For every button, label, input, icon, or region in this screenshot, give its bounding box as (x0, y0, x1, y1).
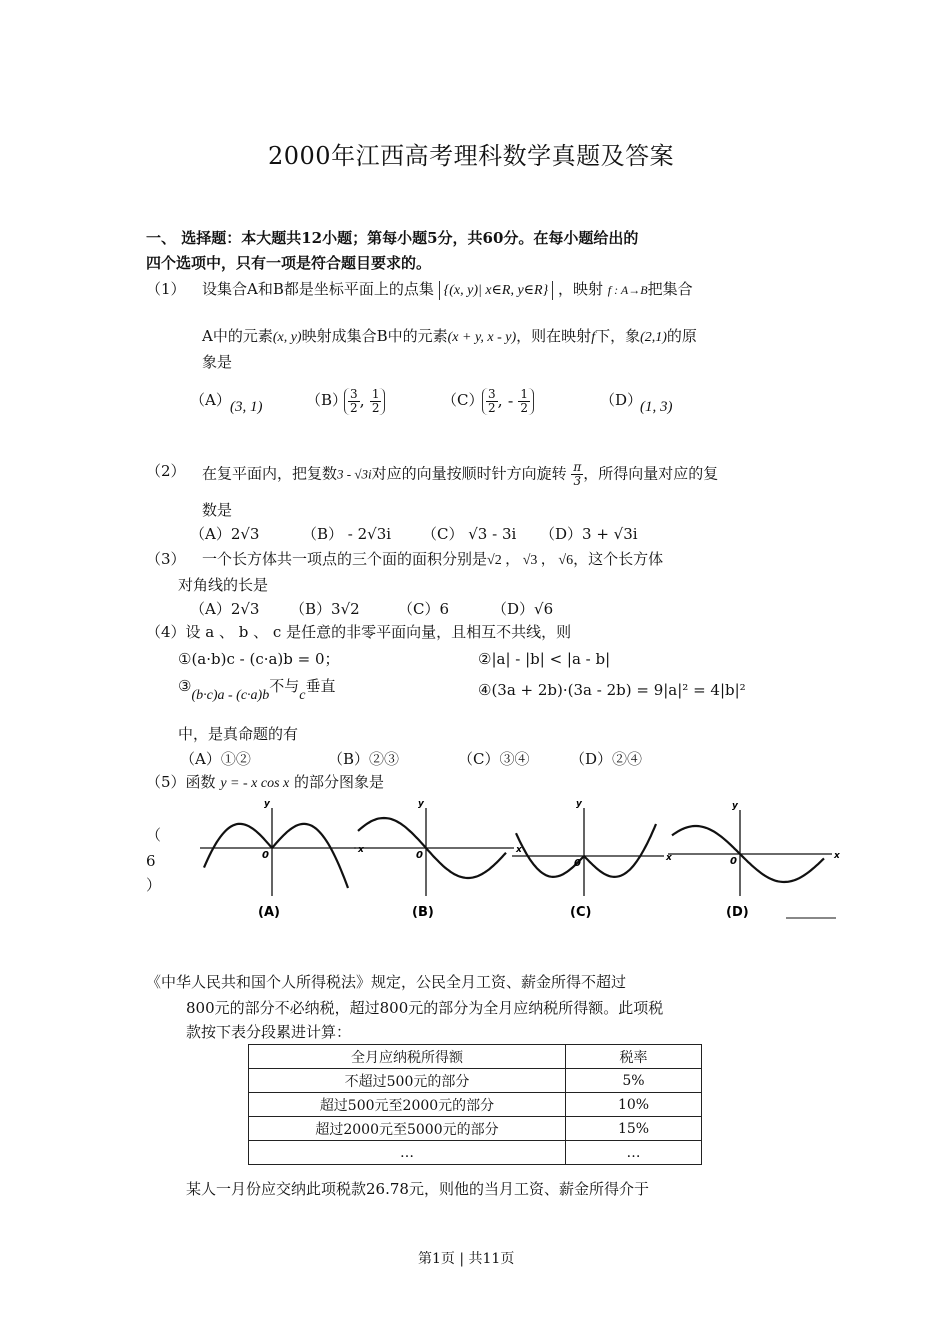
table-cell: 超过500元至2000元的部分 (249, 1093, 566, 1117)
q2-text-c: ，所得向量对应的复 (583, 464, 719, 483)
q2-text-b: 对应的向量按顺时针方向旋转 (371, 464, 567, 483)
q4-statement-1: ①(a·b)c - (c·a)b = 0； (178, 650, 340, 668)
x-axis-label: x (516, 845, 522, 855)
q5-stem (146, 772, 384, 794)
q1-option-d: (1, 3) (640, 399, 673, 415)
q2-number: （2） (146, 462, 186, 480)
q6-number: 6 (146, 852, 156, 870)
y-axis-label: y (576, 799, 582, 809)
q3-option-c: （C）6 (398, 600, 450, 618)
q5-stem-a: （5）函数 (146, 773, 216, 791)
q4-s3-perp: 垂直 (305, 677, 336, 695)
q1-option-a-label: （A） (190, 391, 231, 409)
q2-option-d: （D）3 + √3i (540, 525, 638, 543)
graph-label: (D) (726, 905, 749, 920)
q6-line3: 款按下表分段累进计算： (186, 1023, 352, 1041)
page-footer: 第1页 | 共11页 (418, 1251, 515, 1267)
q1-text-c: 把集合 (647, 280, 693, 298)
q3-number: （3） (146, 550, 186, 568)
table-row (249, 1093, 702, 1117)
q6-number-close: ） (146, 876, 162, 894)
q1-image-point: (2,1) (640, 330, 667, 345)
table-header-row (249, 1045, 702, 1069)
q1-map: f : A→B (607, 283, 648, 297)
table-cell: 不超过500元的部分 (249, 1069, 566, 1093)
origin-label: 0 (262, 850, 269, 861)
q1-line2-d: 下，象 (595, 327, 641, 345)
q5-stem-b: 的部分图象是 (294, 773, 385, 791)
q1-line2-c: ，则在映射 (516, 327, 592, 345)
q1-line1 (202, 279, 693, 301)
x-axis-label: x (358, 845, 364, 855)
graph-label: (A) (258, 905, 280, 920)
table-cell: … (249, 1141, 566, 1165)
y-axis-label: y (732, 801, 738, 811)
q1-line2 (202, 326, 697, 348)
q4-statement-2: ②|a| - |b| < |a - b| (478, 650, 611, 668)
table-row (249, 1117, 702, 1141)
q6-number-open: （ (146, 826, 162, 844)
q4-s3-mark: ③ (178, 677, 192, 695)
q4-s3-c: c (299, 688, 306, 703)
q1-point-set: {(x, y)| x∈R, y∈R} (439, 281, 554, 300)
q3-option-a: （A）2√3 (190, 600, 260, 618)
table-cell: 15% (566, 1117, 702, 1141)
q3-option-d: （D）√6 (492, 600, 554, 618)
q1-number: （1） (146, 280, 186, 298)
q2-option-c: （C） √3 - 3i (422, 525, 517, 543)
q4-statement-4: ④(3a + 2b)·(3a - 2b) = 9|a|² = 4|b|² (478, 681, 746, 699)
table-cell: … (566, 1141, 702, 1165)
q1-b-den1: 2 (350, 401, 358, 415)
q1-text-b: ，映射 (557, 280, 603, 298)
x-axis-label: x (834, 851, 840, 861)
q1-f: f (591, 330, 596, 345)
q1-c-num2: 1 (520, 387, 528, 401)
q6-line4: 某人一月份应交纳此项税款26.78元，则他的当月工资、薪金所得介于 (186, 1180, 649, 1198)
q4-statement-3 (178, 676, 336, 703)
x-axis-label: x (666, 853, 672, 863)
q3-text-a: 一个长方体共一项点的三个面的面积分别是 (202, 550, 488, 568)
q2-text-a: 在复平面内，把复数 (202, 464, 338, 483)
graph-label: (B) (412, 905, 434, 920)
q1-line3: 象是 (202, 353, 233, 371)
origin-label: 0 (416, 850, 423, 861)
q1-option-c: $\frac{3}{2}$ , - $\frac{1}{2}$ (482, 388, 534, 415)
table-row (249, 1141, 702, 1165)
origin-label: 0 (730, 856, 737, 867)
y-axis-label: y (264, 799, 270, 809)
function-curve (204, 824, 348, 888)
table-header-rate: 税率 (566, 1045, 702, 1069)
q1-b-num1: 3 (350, 387, 358, 401)
table-cell: 10% (566, 1093, 702, 1117)
q4-tail: 中，是真命题的有 (178, 725, 299, 743)
q1-line2-b: 映射成集合B中的元素 (301, 327, 448, 345)
q3-option-b: （B）3√2 (290, 600, 360, 618)
tax-rate-table (248, 1044, 702, 1165)
q3-areas: √2 ， √3 ， √6 (487, 553, 574, 568)
q1-b-num2: 1 (371, 387, 380, 401)
q4-s3-expr: (b·c)a - (c·a)b (191, 688, 270, 703)
q6-line2: 800元的部分不必纳税，超过800元的部分为全月应纳税所得额。此项税 (186, 999, 664, 1017)
q5-graphs (196, 796, 842, 926)
q1-text-a: 设集合A和B都是坐标平面上的点集 (202, 280, 434, 298)
q2-z: 3 - √3i (337, 466, 372, 482)
q4-s3-not: 不与 (269, 677, 300, 695)
q3-line1 (202, 549, 663, 571)
q4-option-c: （C）③④ (458, 750, 530, 768)
q1-c-den2: 2 (520, 401, 528, 415)
q1-elem2: (x + y, x - y) (447, 330, 517, 345)
q1-c-den1: 2 (488, 401, 496, 415)
y-axis-label: y (418, 799, 424, 809)
q1-option-a: (3, 1) (230, 399, 263, 415)
q3-line2: 对角线的长是 (178, 576, 269, 594)
q6-line1: 《中华人民共和国个人所得税法》规定，公民全月工资、薪金所得不超过 (146, 973, 627, 991)
q4-stem: （4）设 a 、 b 、 c 是任意的非零平面向量，且相互不共线，则 (146, 623, 572, 641)
q1-c-num1: 3 (488, 387, 496, 401)
graph-4 (668, 801, 841, 920)
function-curve (516, 824, 656, 877)
q4-option-a: （A）①② (180, 750, 251, 768)
q4-option-d: （D）②④ (570, 750, 643, 768)
q1-line2-a: A中的元素 (202, 327, 273, 345)
q1-option-b: $\frac{3}{2}$ , $\frac{1}{2}$ (344, 388, 385, 415)
table-cell: 5% (566, 1069, 702, 1093)
q2-line2: 数是 (202, 501, 233, 519)
q1-line2-e: 的原 (666, 327, 697, 345)
q2-rot-den: 3 (573, 474, 582, 488)
q4-option-b: （B）②③ (328, 750, 400, 768)
q1-b-den2: 2 (371, 401, 380, 415)
graph-label: (C) (570, 905, 592, 920)
origin-label: 0 (574, 858, 581, 869)
q2-line1 (202, 461, 718, 488)
section-heading-line2: 四个选项中，只有一项是符合题目要求的。 (146, 254, 432, 272)
q1-option-b-label: （B） (306, 391, 348, 409)
table-row (249, 1069, 702, 1093)
q1-option-d-label: （D） (600, 391, 643, 409)
graph-3 (512, 799, 673, 920)
q2-option-b: （B） - 2√3i (302, 525, 392, 543)
section-heading-line1: 一、 选择题：本大题共12小题；第每小题5分，共60分。在每小题给出的 (146, 229, 639, 247)
graph-1 (200, 799, 365, 920)
table-header-income: 全月应纳税所得额 (249, 1045, 566, 1069)
q2-rot-num: π (573, 460, 582, 474)
page-title: 2000年江西高考理科数学真题及答案 (268, 142, 675, 170)
q2-option-a: （A）2√3 (190, 525, 260, 543)
q1-elem: (x, y) (272, 330, 302, 345)
q3-text-b: ，这个长方体 (573, 550, 664, 568)
q1-option-c-label: （C） (442, 391, 484, 409)
q5-func: y = - x cos x (220, 776, 290, 791)
table-cell: 超过2000元至5000元的部分 (249, 1117, 566, 1141)
graph-2 (354, 799, 523, 920)
